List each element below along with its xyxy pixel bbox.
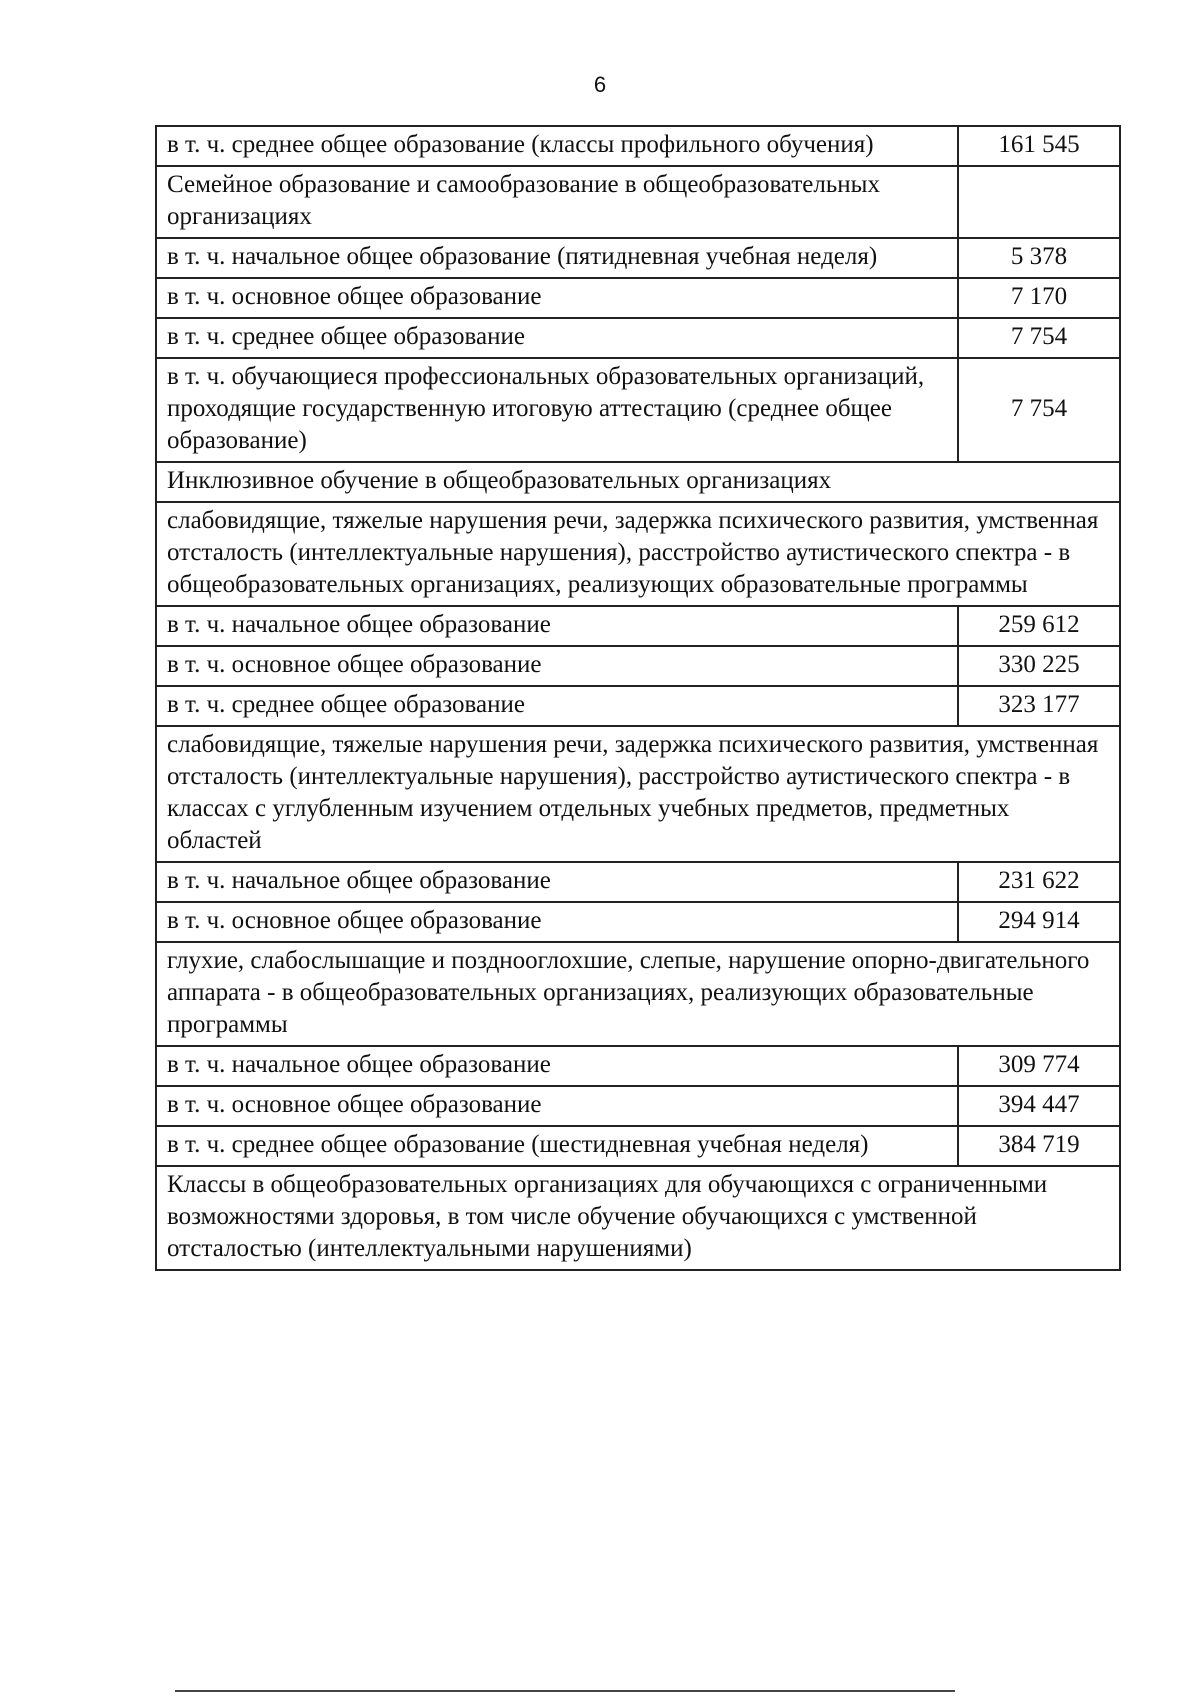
cost-table — [155, 125, 1121, 1271]
table-body — [156, 126, 1120, 1270]
row-label-cell: в т. ч. начальное общее образование (пятидневная учебная неделя) — [156, 238, 958, 278]
row-label-cell: в т. ч. начальное общее образование — [156, 862, 958, 902]
row-label-cell: в т. ч. среднее общее образование — [156, 318, 958, 358]
row-value-cell — [958, 166, 1120, 238]
row-label-cell: в т. ч. начальное общее образование — [156, 606, 958, 646]
table-row — [156, 726, 1120, 862]
table-row — [156, 502, 1120, 606]
table-row — [156, 686, 1120, 726]
table-row — [156, 238, 1120, 278]
scan-artifact-line — [175, 1690, 955, 1692]
table-row — [156, 862, 1120, 902]
row-value-cell: 5 378 — [958, 238, 1120, 278]
section-heading-cell: глухие, слабослышащие и позднооглохшие, слепые, нарушение опорно-двигательного аппарата - в общеобразовательных организациях, реализующих образовательные программы — [156, 942, 1120, 1046]
row-value-cell: 394 447 — [958, 1086, 1120, 1126]
table-row — [156, 126, 1120, 166]
table-row — [156, 606, 1120, 646]
row-value-cell: 309 774 — [958, 1046, 1120, 1086]
section-heading-cell: Классы в общеобразовательных организациях для обучающихся с ограниченными возможностями здоровья, в том числе обучение обучающихся с умственной отсталостью (интеллектуальными нарушениями) — [156, 1166, 1120, 1270]
table-row — [156, 1046, 1120, 1086]
table-row — [156, 646, 1120, 686]
row-label-cell: в т. ч. обучающиеся профессиональных образовательных организаций, проходящие государственную итоговую аттестацию (среднее общее образование) — [156, 358, 958, 462]
row-value-cell: 384 719 — [958, 1126, 1120, 1166]
row-label-cell: в т. ч. среднее общее образование (классы профильного обучения) — [156, 126, 958, 166]
section-heading-cell: слабовидящие, тяжелые нарушения речи, задержка психического развития, умственная отсталость (интеллектуальные нарушения), расстройство аутистического спектра - в общеобразовательных организациях, реализующих образовательные программы — [156, 502, 1120, 606]
row-value-cell: 161 545 — [958, 126, 1120, 166]
row-value-cell: 294 914 — [958, 902, 1120, 942]
row-value-cell: 7 170 — [958, 278, 1120, 318]
row-value-cell: 231 622 — [958, 862, 1120, 902]
table-row — [156, 902, 1120, 942]
page-number: 6 — [593, 72, 607, 97]
row-value-cell: 7 754 — [958, 318, 1120, 358]
table-row — [156, 462, 1120, 502]
section-heading-cell: Инклюзивное обучение в общеобразовательных организациях — [156, 462, 1120, 502]
table-row — [156, 1086, 1120, 1126]
row-value-cell: 259 612 — [958, 606, 1120, 646]
table-row — [156, 278, 1120, 318]
row-label-cell: Семейное образование и самообразование в общеобразовательных организациях — [156, 166, 958, 238]
row-label-cell: в т. ч. основное общее образование — [156, 1086, 958, 1126]
row-label-cell: в т. ч. основное общее образование — [156, 646, 958, 686]
table-row — [156, 1166, 1120, 1270]
row-value-cell: 323 177 — [958, 686, 1120, 726]
table-row — [156, 318, 1120, 358]
row-value-cell: 330 225 — [958, 646, 1120, 686]
table-row — [156, 1126, 1120, 1166]
table-row — [156, 358, 1120, 462]
row-label-cell: в т. ч. начальное общее образование — [156, 1046, 958, 1086]
table-row — [156, 942, 1120, 1046]
row-label-cell: в т. ч. среднее общее образование (шестидневная учебная неделя) — [156, 1126, 958, 1166]
section-heading-cell: слабовидящие, тяжелые нарушения речи, задержка психического развития, умственная отсталость (интеллектуальные нарушения), расстройство аутистического спектра - в классах с углубленным изучением отдельных учебных предметов, предметных областей — [156, 726, 1120, 862]
row-label-cell: в т. ч. основное общее образование — [156, 902, 958, 942]
row-label-cell: в т. ч. основное общее образование — [156, 278, 958, 318]
row-value-cell: 7 754 — [958, 358, 1120, 462]
row-label-cell: в т. ч. среднее общее образование — [156, 686, 958, 726]
table-row — [156, 166, 1120, 238]
